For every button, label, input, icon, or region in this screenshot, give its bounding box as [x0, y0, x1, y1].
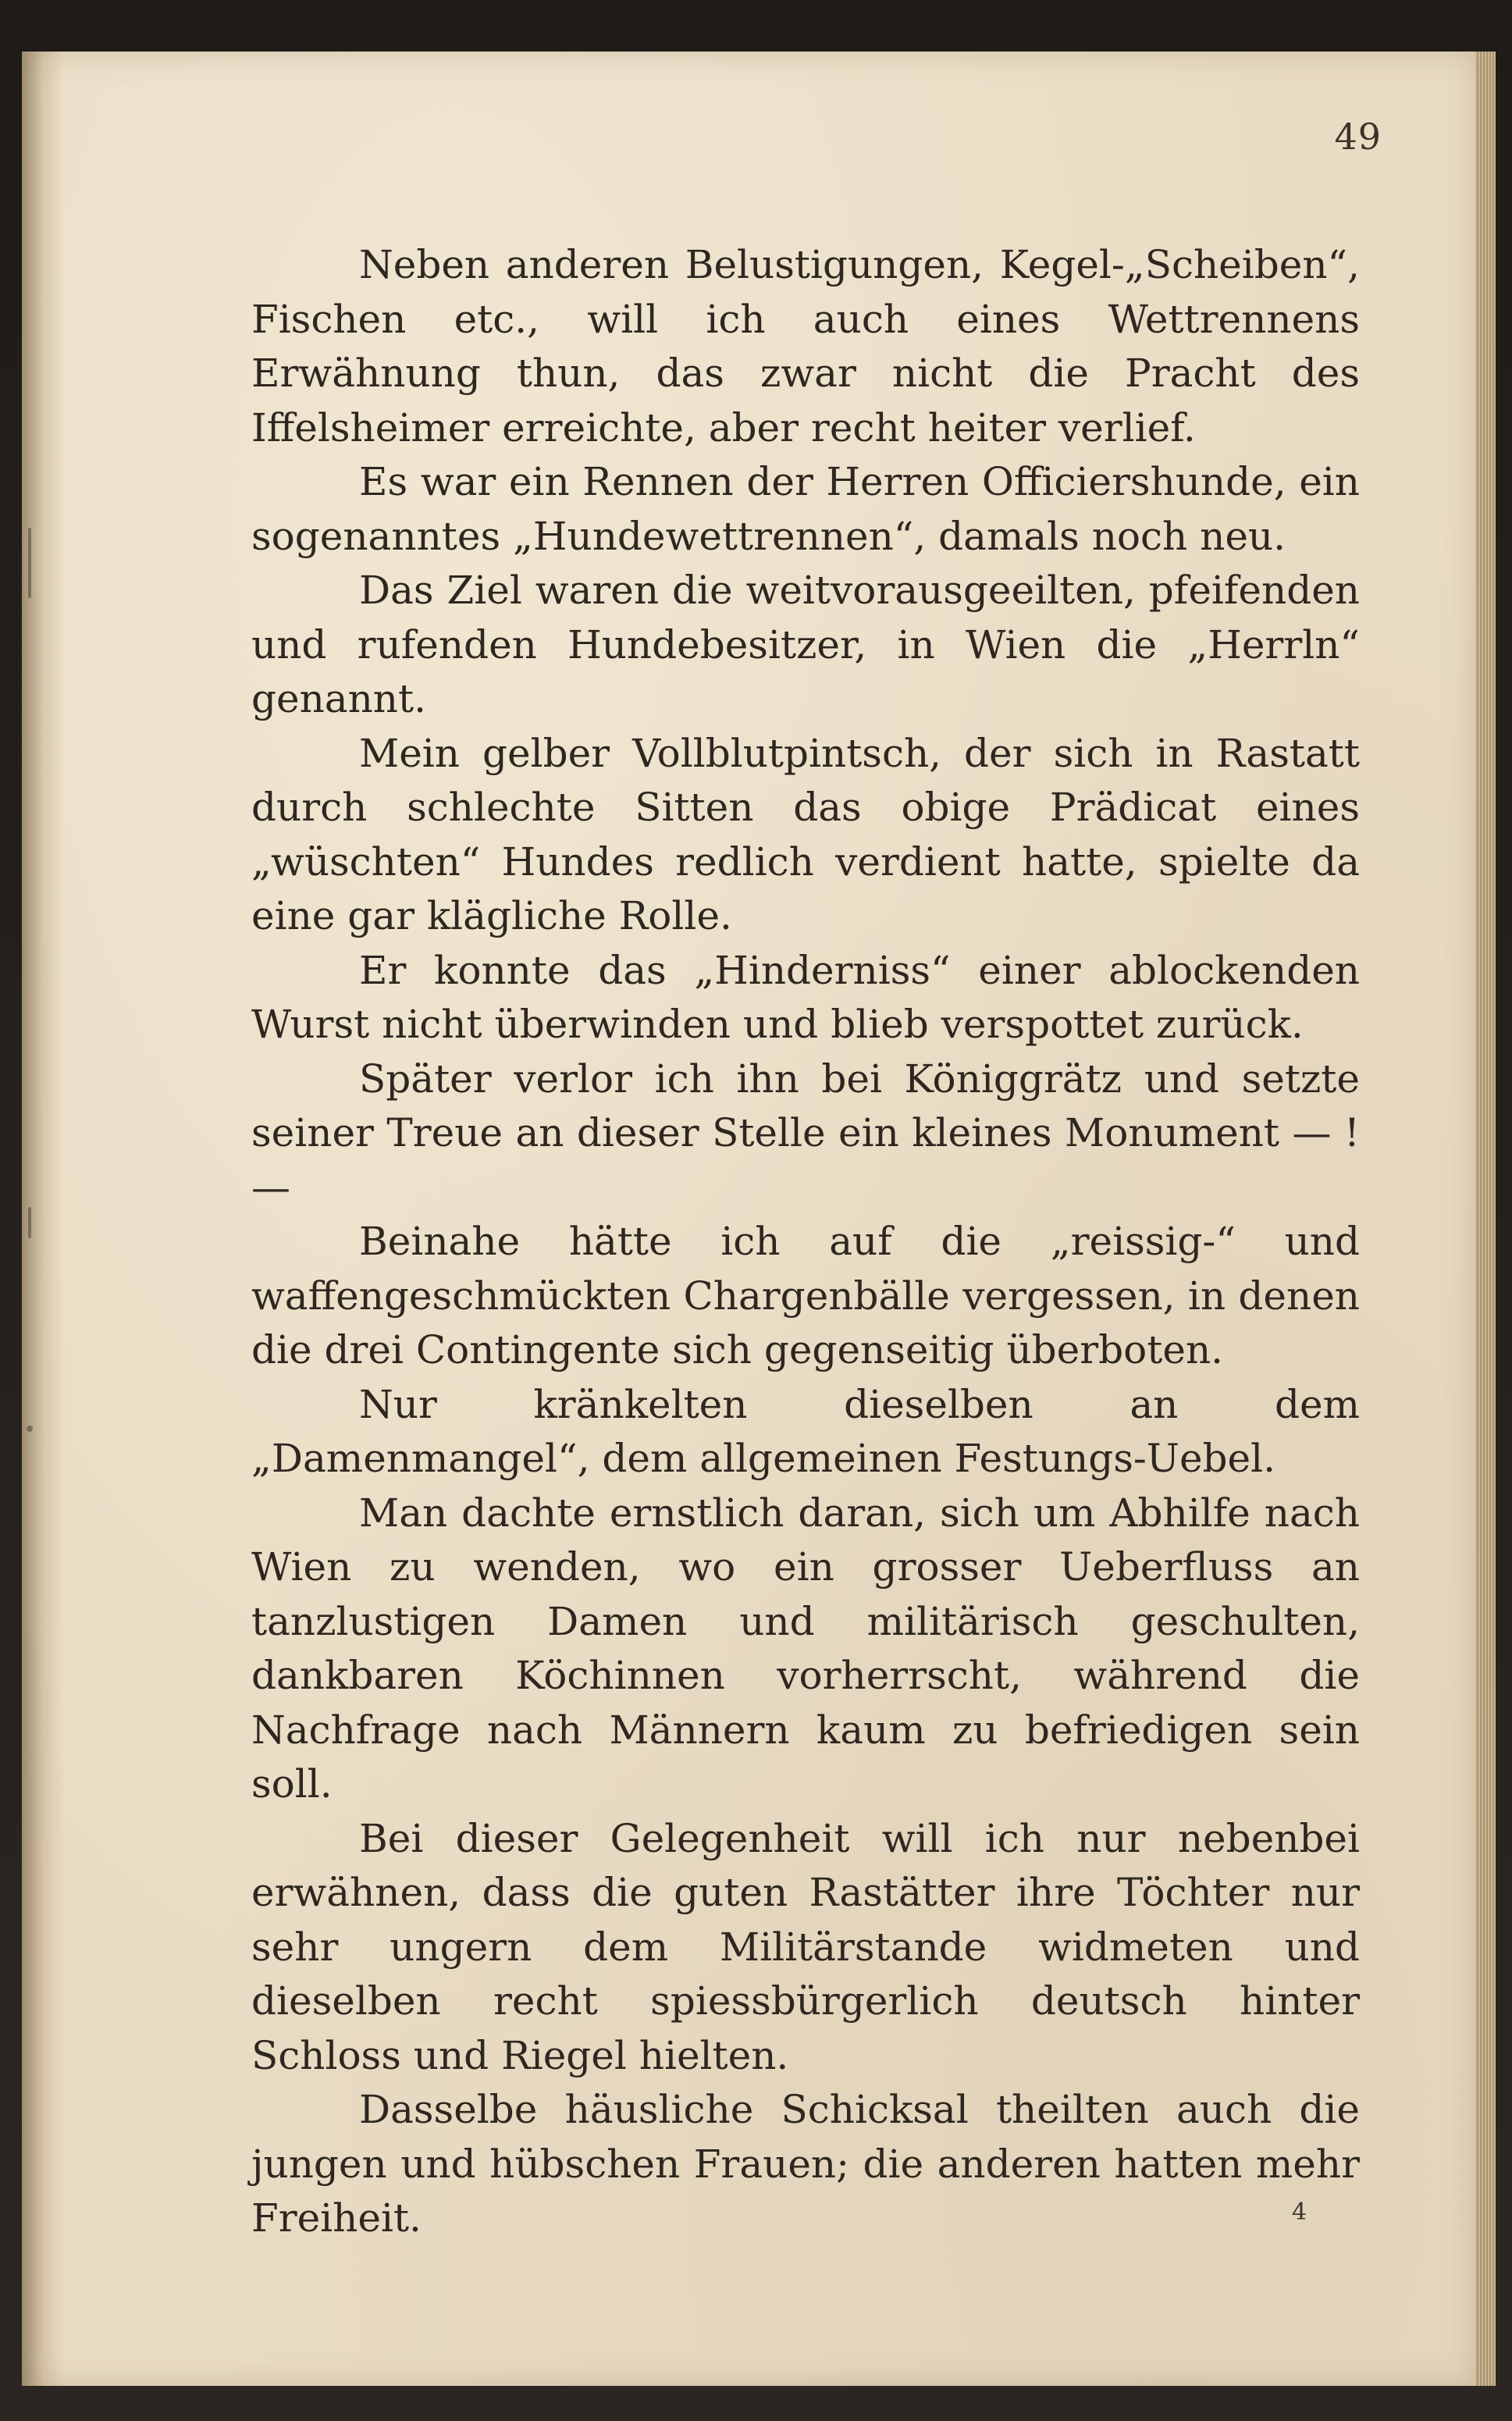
- paragraph: Dasselbe häusliche Schicksal theilten auch die jungen und hübschen Frauen; die anderen hatten mehr Freiheit.: [251, 2087, 1360, 2241]
- paragraph: Er konnte das „Hinderniss“ einer ablockenden Wurst nicht überwinden und blieb verspottet zurück.: [251, 947, 1360, 1047]
- paragraph: Es war ein Rennen der Herren Officiershunde, ein sogenanntes „Hundewettrennen“, damals noch neu.: [251, 459, 1360, 559]
- scan-mark: [27, 1426, 33, 1432]
- scan-mark: [28, 528, 31, 598]
- paragraph: Das Ziel waren die weitvorausgeeilten, pfeifenden und rufenden Hundebesitzer, in Wien die „Herrln“ genannt.: [251, 568, 1360, 721]
- page-number: 49: [1334, 116, 1382, 158]
- paragraph: Neben anderen Belustigungen, Kegel-„Scheiben“, Fischen etc., will ich auch eines Wettrennens Erwähnung thun, das zwar nicht die Pracht des Iffelsheimer erreichte, aber recht heiter verlief.: [251, 242, 1360, 450]
- scan-mark: [28, 1207, 31, 1238]
- body-text: [251, 238, 1360, 2246]
- paragraph: Später verlor ich ihn bei Königgrätz und setzte seiner Treue an dieser Stelle ein kleines Monument — ! —: [251, 1056, 1360, 1210]
- signature-mark: 4: [1292, 2198, 1307, 2226]
- paragraph: Beinahe hätte ich auf die „reissig-“ und waffengeschmückten Chargenbälle vergessen, in denen die drei Contingente sich gegenseitig überboten.: [251, 1219, 1360, 1372]
- paragraph: Nur kränkelten dieselben an dem „Damenmangel“, dem allgemeinen Festungs-Uebel.: [251, 1381, 1360, 1481]
- paragraph: Man dachte ernstlich daran, sich um Abhilfe nach Wien zu wenden, wo ein grosser Ueberfluss an tanzlustigen Damen und militärisch geschulten, dankbaren Köchinnen vorherrscht, während die Nachfrage nach Männern kaum zu befriedigen sein soll.: [251, 1490, 1360, 1807]
- paragraph: Bei dieser Gelegenheit will ich nur nebenbei erwähnen, dass die guten Rastätter ihre Töchter nur sehr ungern dem Militärstande widmeten und dieselben recht spiessbürgerlich deutsch hinter Schloss und Riegel hielten.: [251, 1815, 1360, 2078]
- page-edge-stack: [1475, 52, 1496, 2386]
- paragraph: Mein gelber Vollblutpintsch, der sich in Rastatt durch schlechte Sitten das obige Prädicat eines „wüschten“ Hundes redlich verdient hatte, spielte da eine gar klägliche Rolle.: [251, 730, 1360, 938]
